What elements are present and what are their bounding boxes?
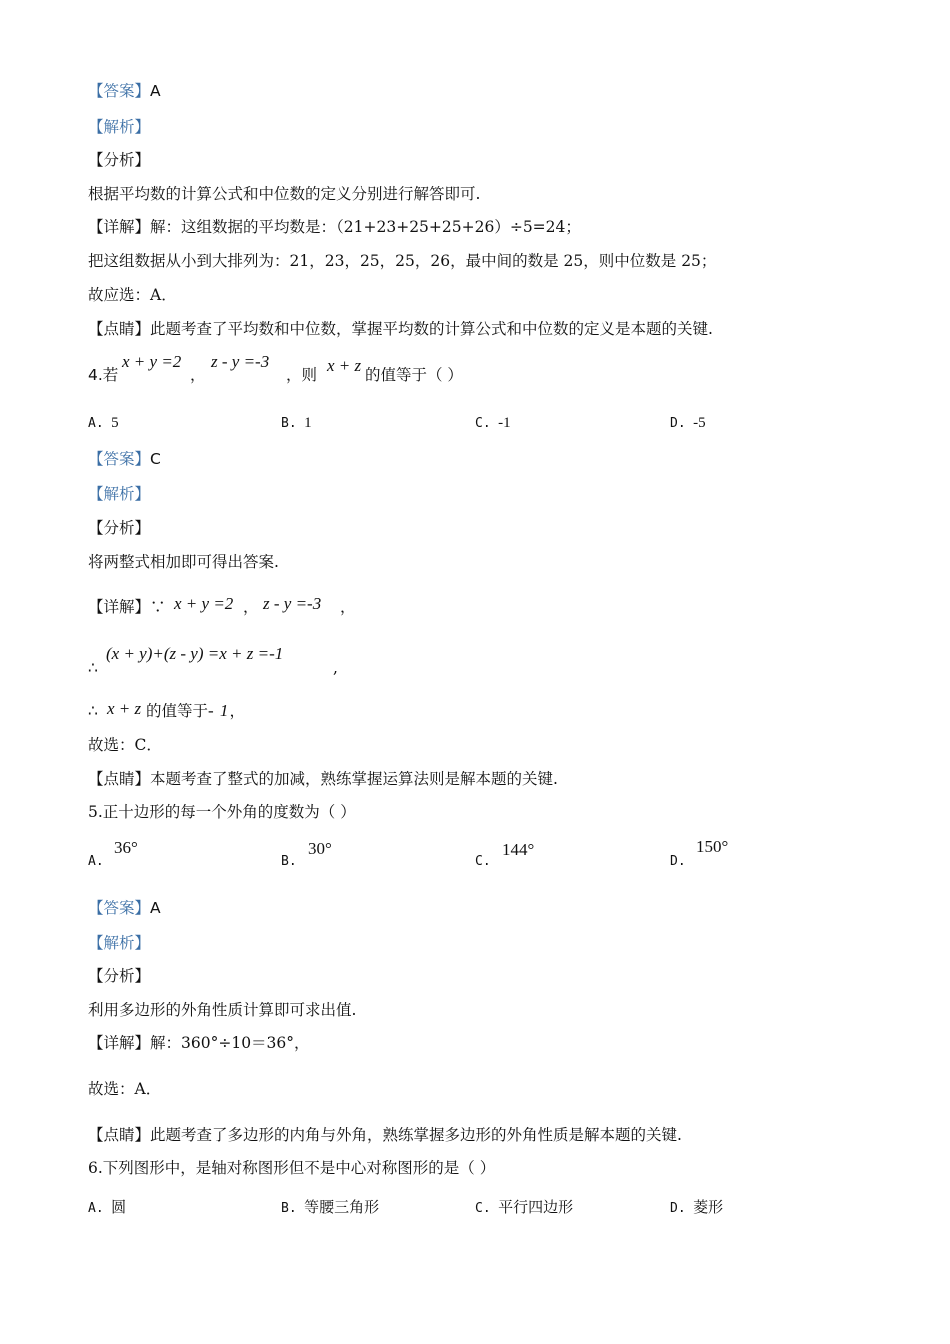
q3-choose-line: 故应选：A． [88,286,177,304]
q4-sum-equation: (x + y)+(z - y) =x + z =-1 [106,644,284,663]
q5-stem: 5.正十边形的每一个外角的度数为（ ） [88,803,356,821]
q3-detail-text: 解：这组数据的平均数是：（21+23+25+25+26）÷5=24； [150,218,581,236]
q5-option-a[interactable] [88,853,104,870]
q5-option-c[interactable] [475,853,491,870]
answer-value: C [150,450,161,468]
option-label: C. [475,854,491,869]
option-label: B. [281,1201,297,1216]
q3-detail-line [88,217,581,237]
option-label: B. [281,416,297,431]
q5-comment-line [88,1125,682,1145]
q5-comment-text: 此题考查了多边形的内角与外角，熟练掌握多边形的外角性质是解本题的关键. [150,1126,682,1144]
option-label: B. [281,854,297,869]
q4-result-eq: x + z [107,699,142,718]
q4-result-text [146,701,245,721]
q4-detail-eq2: z - y =-3 [263,594,322,613]
q5-choose-line: 故选：A． [88,1080,162,1098]
q4-option-c[interactable] [475,415,511,432]
q4-detail-end: ， [340,598,356,616]
fenxi-label: 【分析】 [88,519,151,537]
q5-detail-line [88,1033,310,1053]
q4-eq1: x + y =2 [122,352,182,371]
q3-sort-line: 把这组数据从小到大排列为：21，23，25，25，26，最中间的数是 25，则中位数是 25； [88,252,717,270]
q4-comment-line [88,769,558,789]
answer-value: A [150,82,161,100]
result-text: 的值等于 [146,702,209,720]
q3-comment-line [88,319,713,339]
option-label: C. [475,416,491,431]
q4-fenxi-line [88,518,150,538]
q4-detail-line [88,597,166,617]
q4-sum-end: , [333,659,338,677]
result-end: ， [229,702,245,720]
result-value: - 1 [208,701,230,720]
q4-option-b[interactable] [281,415,312,432]
q4-prefix: 4.若 [88,366,119,384]
answer-label: 【答案】 [88,82,151,100]
detail-label: 【详解】 [88,598,151,616]
q4-detail-sep: ， [243,598,259,616]
q5-analysis-line [88,933,150,953]
option-text: 5 [111,415,119,431]
q5-detail-text: 解：360°÷10＝36°， [150,1034,310,1052]
q5-option-a-value: 36° [114,838,138,857]
q3-fenxi-line [88,150,150,170]
q5-option-d-value: 150° [696,837,729,856]
comment-label: 【点睛】 [88,770,151,788]
q5-option-c-value: 144° [502,840,535,859]
fenxi-label: 【分析】 [88,967,151,985]
q4-sep1: ， [190,366,206,384]
q4-stem [88,365,118,385]
comment-label: 【点睛】 [88,1126,151,1144]
q6-option-c[interactable] [475,1196,573,1217]
option-label: D. [670,854,686,869]
answer-label: 【答案】 [88,450,151,468]
q3-fenxi-text: 根据平均数的计算公式和中位数的定义分别进行解答即可. [88,185,481,203]
fenxi-label: 【分析】 [88,151,151,169]
option-label: A. [88,416,104,431]
detail-label: 【详解】 [88,1034,151,1052]
q4-option-a[interactable] [88,415,119,432]
q5-option-b-value: 30° [308,839,332,858]
option-text: 平行四边形 [498,1200,574,1216]
comment-label: 【点睛】 [88,320,151,338]
analysis-label: 【解析】 [88,118,151,136]
detail-label: 【详解】 [88,218,151,236]
q5-fenxi-line [88,966,150,986]
q3-comment-text: 此题考查了平均数和中位数，掌握平均数的计算公式和中位数的定义是本题的关键. [150,320,713,338]
q4-answer-line [88,449,161,469]
therefore-symbol: ∴ [88,702,98,720]
q6-option-d[interactable] [670,1196,723,1217]
option-text: 1 [304,415,312,431]
q4-eq2: z - y =-3 [211,352,270,371]
option-label: A. [88,854,104,869]
q6-stem: 6.下列图形中，是轴对称图形但不是中心对称图形的是（ ） [88,1159,496,1177]
q4-analysis-line [88,484,150,504]
q4-option-d[interactable] [670,415,706,432]
q4-therefore-symbol: ∴ [88,659,98,677]
q6-option-a[interactable] [88,1196,126,1217]
q4-detail-eq1: x + y =2 [174,594,234,613]
q4-choose-line: 故选：C． [88,736,162,754]
because-symbol: ∵ [150,598,166,616]
option-text: -5 [693,415,706,431]
q4-eq3: x + z [327,356,362,375]
option-text: 等腰三角形 [304,1200,380,1216]
q6-option-b[interactable] [281,1196,379,1217]
answer-label: 【答案】 [88,899,151,917]
q4-suffix: 的值等于（ ） [365,366,463,384]
q5-answer-line [88,898,161,918]
q4-result-line [88,701,98,721]
q5-option-d[interactable] [670,853,686,870]
q3-analysis-line [88,117,150,137]
option-text: -1 [498,415,511,431]
option-label: C. [475,1201,491,1216]
q5-option-b[interactable] [281,853,297,870]
q4-fenxi-text: 将两整式相加即可得出答案. [88,553,279,571]
option-label: D. [670,416,686,431]
analysis-label: 【解析】 [88,485,151,503]
q3-answer-line [88,81,161,101]
option-label: A. [88,1201,104,1216]
q4-sep2: ，则 [286,366,318,384]
option-label: D. [670,1201,686,1216]
answer-value: A [150,899,161,917]
analysis-label: 【解析】 [88,934,151,952]
q5-fenxi-text: 利用多边形的外角性质计算即可求出值. [88,1001,357,1019]
q4-comment-text: 本题考查了整式的加减，熟练掌握运算法则是解本题的关键. [150,770,558,788]
option-text: 菱形 [693,1200,724,1216]
option-text: 圆 [111,1200,127,1216]
